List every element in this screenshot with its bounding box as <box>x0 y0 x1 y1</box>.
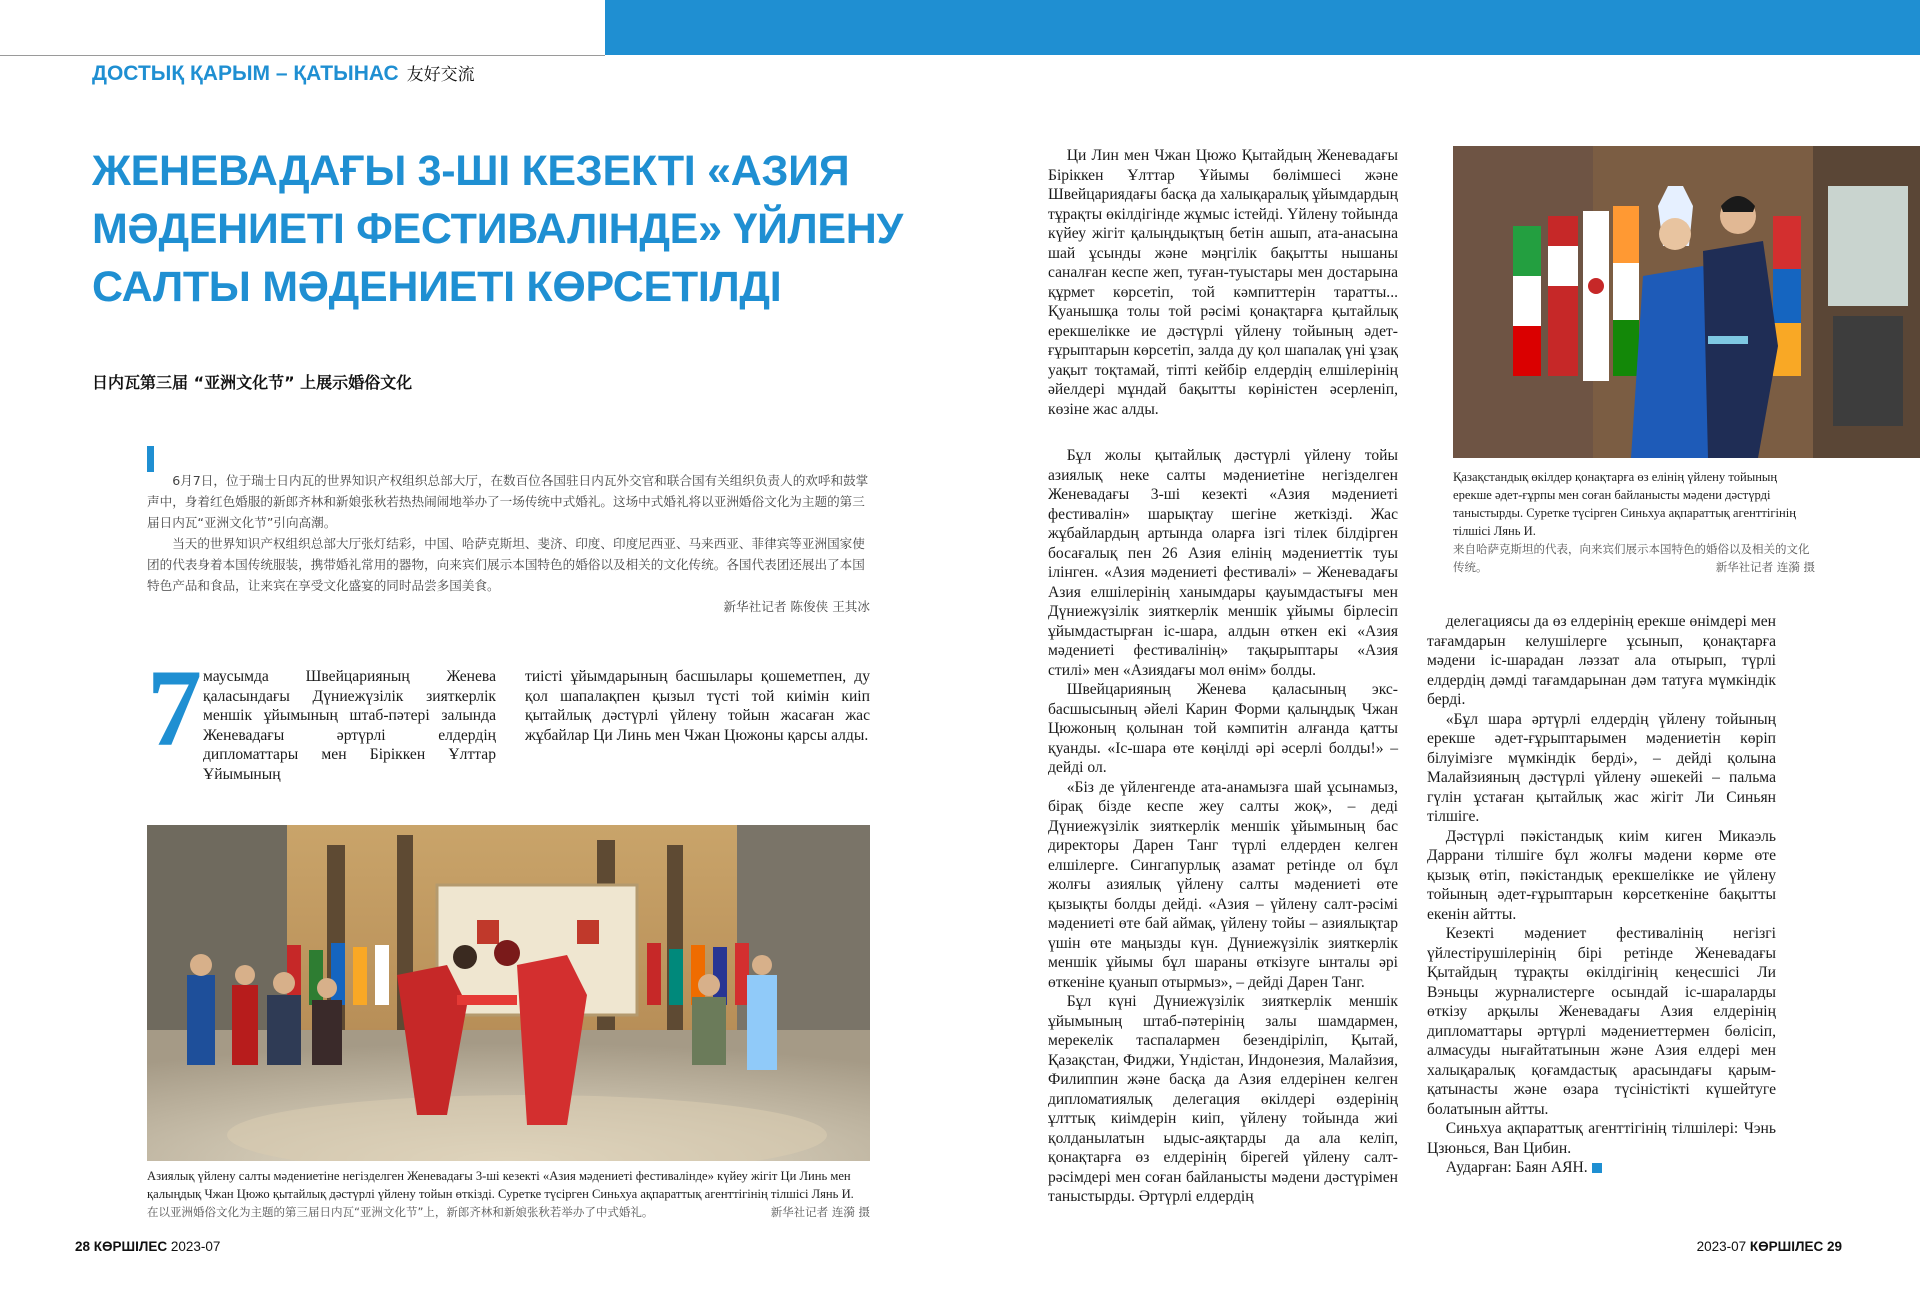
body-column-c <box>1427 612 1776 1178</box>
body-paragraph: Синьхуа ақпараттық агенттігінің тілшілері: Чэнь Цзюнься, Ван Цибин. <box>1427 1120 1776 1157</box>
body-paragraph: Швейцарияның Женева қаласының экс-басшысының әйелі Карин Форми қалыңдық Чжан Цюжоның қолынан той кәмпитін алғанда қатты қуанды. «Іс-шара өте көңілді әрі әсерлі болды!» – дейді ол. <box>1048 681 1398 776</box>
body-paragraph: Дәстүрлі пәкістандық киім киген Микаэль Даррани тілшіге бұл жолғы мәдени көрме өте қызық өтіп, пәкістандық ерекшелікке ие үйлену тойының әдет-ғұрыптарын көрсеткеніне бақытты екенін айтты. <box>1427 827 1776 923</box>
body-paragraph: «Бұл шара әртүрлі елдердің үйлену тойының ерекше әдет-ғұрыптарымен мәдениетін көріп білуімізге мүмкіндік берді», – дейді қолына Малайзияның дәстүрлі үйлену әшекейі – пальма гүлін ұстаған қытайлық жас жігіт Ли Синьян тілшіге. <box>1427 710 1776 825</box>
square-end-mark-icon <box>1592 1163 1602 1173</box>
translator-text: Аударған: Баян АЯН. <box>1445 1159 1588 1176</box>
lead-column-1: маусымда Швейцарияның Женева қаласындағы Дүниежүзілік зияткерлік меншік ұйымының штаб-пәтері залында Женевадағы әртүрлі елдердің дипломаттары мен Біріккен Ұлттар Ұйымының <box>203 668 496 783</box>
summary-byline: 新华社记者 陈俊侠 王其冰 <box>723 599 870 614</box>
magazine-name-left: КӨРШІЛЕС <box>93 1239 168 1254</box>
body-paragraph: Бұл күні Дүниежүзілік зияткерлік меншік ұйымының штаб-пәтерінің залы шамдармен, мерекелік таспалармен безендіріліп, Қытай, Қазақстан, Фиджи, Үндістан, Индонезия, Малайзия, Филиппин және басқа да Азия елдерінен келген дипломатиялық делегация өкілдері өздерінің ұлттық киімдерін киіп, үйлену тойында жиі қолданылатын ыдыс-аяқтарды да ала келіп, қонақтарға өз елдерінің бірегей үйлену салт-рәсімдері мен соған байланысты мәдени дәстүрімен таныстырды. Әртүрлі елдердің <box>1048 993 1398 1205</box>
translator-credit <box>1427 1158 1776 1178</box>
page-number-right: 29 <box>1826 1239 1842 1254</box>
caption-cn-text: 在以亚洲婚俗文化为主题的第三届日内瓦“亚洲文化节”上，新郎齐林和新娘张秋若举办了中式婚礼。 <box>147 1205 654 1219</box>
drop-cap: 7 <box>147 647 202 769</box>
body-paragraph: Кезекті мәдениет фестивалінің негізгі үйлестірушілерінің бірі ретінде Женевадағы Қытайдың тұрақты өкілдігінің кеңесшісі Ли Вэньцы журналистерге осындай іс-шараларды өткізу арқылы Женевадағы Азия елдерінің дипломаттары әртүрлі мәдениеттермен бөлісіп, алмасуды нығайтатынын және Азия елдері мен халықаралық қоғамдастық арасындағы қарым-қатынасты және өзара түсіністікті күшейтуге болатынын айтты. <box>1427 925 1776 1118</box>
caption-text-kz: Азиялық үйлену салты мәдениетіне негізделген Женевадағы 3-ші кезекті «Азия мәдениеті фестивалінде» күйеу жігіт Ци Линь мен қалыңдық Чжан Цюжо қытайлық дәстүрлі үйлену тойын өткізді. Суретке түсірген Синьхуа ақпараттық агенттігінің тілшісі Лянь И. <box>147 1169 854 1201</box>
section-title-kz: ДОСТЫҚ ҚАРЫМ – ҚАТЫНАС <box>92 62 399 85</box>
section-header <box>92 60 475 86</box>
main-photo-caption <box>147 1167 870 1221</box>
caption-text-cn <box>147 1203 870 1221</box>
issue-right: 2023-07 <box>1696 1239 1747 1254</box>
summary-paragraph: 6月7日，位于瑞士日内瓦的世界知识产权组织总部大厅，在数百位各国驻日内瓦外交官和联合国有关组织负责人的欢呼和鼓掌声中，身着红色婚服的新郎齐林和新娘张秋若热热闹闹地举办了一场传统中式婚礼。这场中式婚礼将以亚洲婚俗文化为主题的第三届日内瓦“亚洲文化节”引向高潮。 <box>147 473 869 530</box>
chinese-summary <box>147 470 870 617</box>
top-accent-bar <box>605 0 1920 55</box>
summary-marker <box>147 446 154 472</box>
magazine-name-right: КӨРШІЛЕС <box>1749 1239 1824 1254</box>
photo-credit: 新华社记者 连漪 摄 <box>770 1205 870 1219</box>
folio-left <box>75 1239 220 1254</box>
top-rule <box>0 55 605 56</box>
section-title-cn: 友好交流 <box>406 65 475 85</box>
caption-text-kz: Қазақстандық өкілдер қонақтарға өз елінің үйлену тойының ерекше әдет-ғұрпы мен соған байланысты мәдени дәстүрді таныстырды. Суретке түсірген Синьхуа ақпараттық агенттігінің тілшісі Лянь И. <box>1453 470 1796 538</box>
body-paragraph: Бұл жолы қытайлық дәстүрлі үйлену тойы азиялық неке салты мәдениетіне негізделген Женевадағы 3-ші кезекті «Азия мәдениеті фестивалін» шарықтау шегіне жеткізді. Жас жұбайлардың артында оларға ізгі тілек білдірген босағалық пен 26 Азия елінің мәдениеттік туы ілінген. «Азия мәдениеті фестивалі» – Женевадағы Азия елшілерінің ханымдары қауымдастығы мен Дүниежүзілік зияткерлік меншік ұйымы бірлесіп ұйымдастырған іс-шара, алдын өткен екі «Азия мәдениеті фестивалінің» тақырыптары «Азия стилі» мен «Азиядағы мол өнім» болды. <box>1048 447 1398 679</box>
issue-left: 2023-07 <box>170 1239 221 1254</box>
body-column-b <box>1048 446 1398 1207</box>
body-column-a <box>1048 146 1398 419</box>
side-photo-caption <box>1453 468 1815 576</box>
wedding-ceremony-photo <box>147 825 870 1161</box>
caption-cn-text: 来自哈萨克斯坦的代表，向来宾们展示本国特色的婚俗以及相关的文化传统。 <box>1453 542 1810 574</box>
page-number-left: 28 <box>75 1239 91 1254</box>
photo-credit: 新华社记者 连漪 摄 <box>1715 560 1815 574</box>
article-subheadline-cn: 日内瓦第三届 “亚洲文化节” 上展示婚俗文化 <box>92 373 413 392</box>
article-headline: ЖЕНЕВАДАҒЫ 3-ШІ КЕЗЕКТІ «АЗИЯ МӘДЕНИЕТІ ФЕСТИВАЛІНДЕ» ҮЙЛЕНУ САЛТЫ МӘДЕНИЕТІ КӨРСЕТІЛДІ <box>92 147 904 311</box>
body-paragraph: делегациясы да өз елдерінің ерекше өнімдері мен тағамдарын келушілерге ұсынып, қонақтарға мәдени іс-шарадан ләззат ала отырып, түрлі елдердің дәмді тағамдарынан дәм татуға мүмкіндік берді. <box>1427 613 1776 708</box>
caption-text-cn <box>1453 540 1815 576</box>
body-paragraph: Ци Лин мен Чжан Цюжо Қытайдың Женевадағы Біріккен Ұлттар Ұйымы бөлімшесі және Швейцариядағы басқа да халықаралық ұйымдардың тұрақты өкілдігінде жұмыс істейді. Үйлену тойында күйеу жігіт қалыңдықтың бетін ашып, ата-анасына шай ұсынды және мәңгілік бақытты нышаны саналған кеспе жеп, туған-туыстары мен достарына құрмет көрсетіп, той кәмпиттерін таратты... Қуанышқа толы той рәсімі қонақтарға қытайлық ерекшелікке ие дәстүрлі үйлену тойының әдет-ғұрыптарын көрсетіп, залда ду қол шапалақ үні ұзақ уақыт тоқтамай, тіпті кейбір елдердің елшілерінің әйелдері мұндай бақытты көріністен әсерленіп, көзіне жас алды. <box>1048 147 1398 418</box>
lead-column-2: тиісті ұйымдарының басшылары қошеметпен, ду қол шапалақпен қызыл түсті той киімін киіп қытайлық дәстүрлі үйлену тойын жасаған жас жұбайлар Ци Линь мен Чжан Цюжоны қарсы алды. <box>525 668 870 744</box>
folio-right <box>1697 1239 1842 1254</box>
body-paragraph: «Біз де үйленгенде ата-анамызға шай ұсынамыз, бірақ бізде кеспе жеу салты жоқ», – деді Дүниежүзілік зияткерлік меншік ұйымының бас директоры Дарен Танг түрлі елдерден келген елшілерге. Сингапурлық азамат ретінде ол бұл жолғы азиялық үйлену салты мәдениеті өте қызықты болды дейді. «Азия – үйлену салт-рәсімі мәдениеті өте бай аймақ, үйлену тойы – азиялықтар үшін өте маңызды күн. Дүниежүзілік зияткерлік меншік ұйымы бұл шараны өткізуге ынталы әрі өткеніне қуанып отырмыз», – дейді Дарен Танг. <box>1048 778 1398 991</box>
kazakh-couple-photo <box>1453 146 1920 458</box>
summary-paragraph: 当天的世界知识产权组织总部大厅张灯结彩，中国、哈萨克斯坦、斐济、印度、印度尼西亚、马来西亚、菲律宾等亚洲国家使团的代表身着本国传统服装，携带婚礼常用的器物，向来宾们展示本国特色的婚俗以及相关的文化传统。各国代表团还展出了本国特色产品和食品，让来宾在享受文化盛宴的同时品尝多国美食。 <box>147 536 865 593</box>
